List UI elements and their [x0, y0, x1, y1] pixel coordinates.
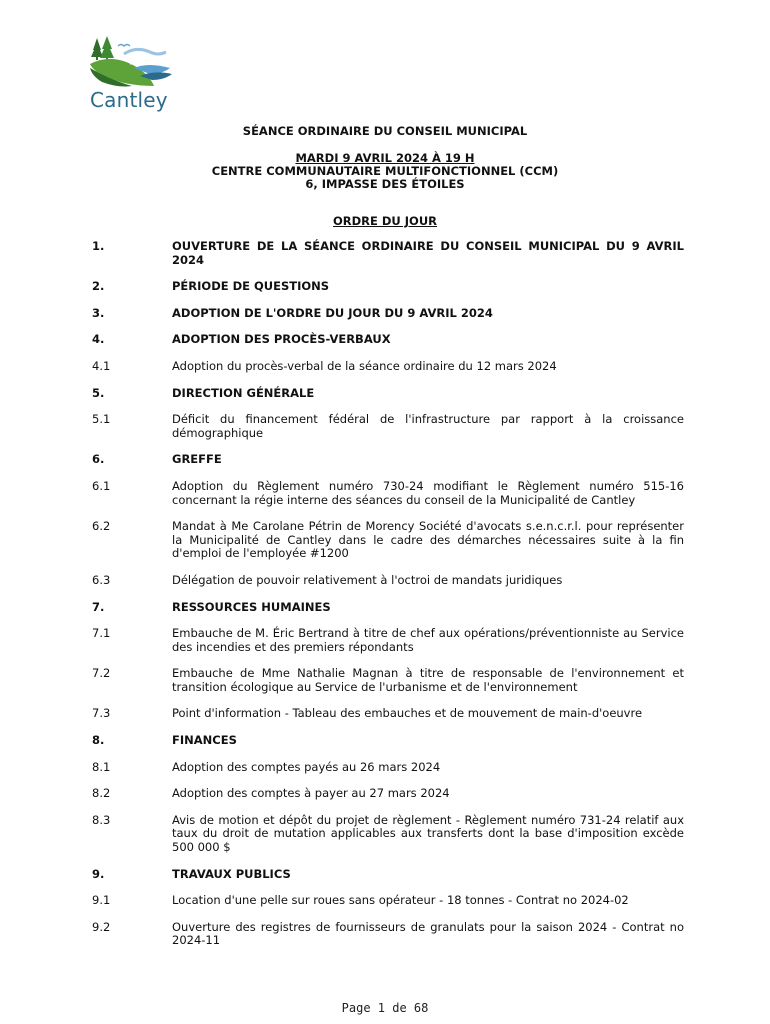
agenda-item: 6.2 Mandat à Me Carolane Pétrin de Morency Société d'avocats s.e.n.c.r.l. pour représenter la Municipalité de Cantley dans le cadre des démarches nécessaires suite à la fin d'emploi de l'employée #1200	[92, 519, 684, 561]
agenda-item: 9.2 Ouverture des registres de fournisseurs de granulats pour la saison 2024 - Contrat no 2024-11	[92, 919, 684, 948]
agenda-item: 1. OUVERTURE DE LA SÉANCE ORDINAIRE DU CONSEIL MUNICIPAL DU 9 AVRIL 2024	[92, 239, 684, 267]
agenda-item: 7.1 Embauche de M. Éric Bertrand à titre de chef aux opérations/préventionniste au Service des incendies et des premiers répondants	[92, 626, 684, 654]
agenda-item: 8. FINANCES	[92, 733, 237, 748]
agenda-item: 6. GREFFE	[92, 452, 222, 467]
agenda-item: 7.3 Point d'information - Tableau des embauches et de mouvement de main-d'oeuvre	[92, 706, 643, 721]
agenda-item: 4.1 Adoption du procès-verbal de la séance ordinaire du 12 mars 2024	[92, 358, 557, 373]
agenda-item: 6.3 Délégation de pouvoir relativement à l'octroi de mandats juridiques	[92, 572, 563, 587]
agenda-item: 5.1 Déficit du financement fédéral de l'infrastructure par rapport à la croissance démographique	[92, 412, 684, 440]
agenda-list	[92, 240, 684, 948]
logo-wordmark: Cantley	[90, 88, 168, 112]
meeting-title: SÉANCE ORDINAIRE DU CONSEIL MUNICIPAL	[242, 124, 528, 138]
agenda-item: 2. PÉRIODE DE QUESTIONS	[92, 279, 330, 294]
agenda-item: 3. ADOPTION DE L'ORDRE DU JOUR DU 9 AVRIL 2024	[92, 305, 493, 320]
meeting-date: MARDI 9 AVRIL 2024 À 19 H	[295, 151, 475, 165]
agenda-item: 9.1 Location d'une pelle sur roues sans opérateur - 18 tonnes - Contrat no 2024-02	[92, 893, 629, 908]
agenda-item: 5. DIRECTION GÉNÉRALE	[92, 385, 315, 400]
agenda-item: 7. RESSOURCES HUMAINES	[92, 599, 331, 614]
agenda-item: 7.2 Embauche de Mme Nathalie Magnan à titre de responsable de l'environnement et transition écologique au Service de l'urbanisme et de l'environnement	[92, 666, 684, 694]
agenda-title: ORDRE DU JOUR	[332, 214, 438, 228]
agenda-item: 6.1 Adoption du Règlement numéro 730-24 modifiant le Règlement numéro 515-16 concernant la régie interne des séances du conseil de la Municipalité de Cantley	[92, 478, 684, 507]
meeting-address: 6, IMPASSE DES ÉTOILES	[305, 177, 465, 191]
page-number: Page 1 de 68	[341, 1001, 429, 1015]
agenda-item: 8.2 Adoption des comptes à payer au 27 mars 2024	[92, 786, 450, 801]
agenda-item: 9. TRAVAUX PUBLICS	[92, 866, 291, 881]
agenda-item: 8.3 Avis de motion et dépôt du projet de règlement - Règlement numéro 731-24 relatif aux taux du droit de mutation applicables aux transferts dont la base d'imposition excède 500 000 $	[92, 812, 684, 855]
agenda-item: 8.1 Adoption des comptes payés au 26 mars 2024	[92, 759, 441, 774]
agenda-item: 4. ADOPTION DES PROCÈS-VERBAUX	[92, 332, 391, 347]
meeting-venue: CENTRE COMMUNAUTAIRE MULTIFONCTIONNEL (CCM)	[211, 164, 559, 178]
